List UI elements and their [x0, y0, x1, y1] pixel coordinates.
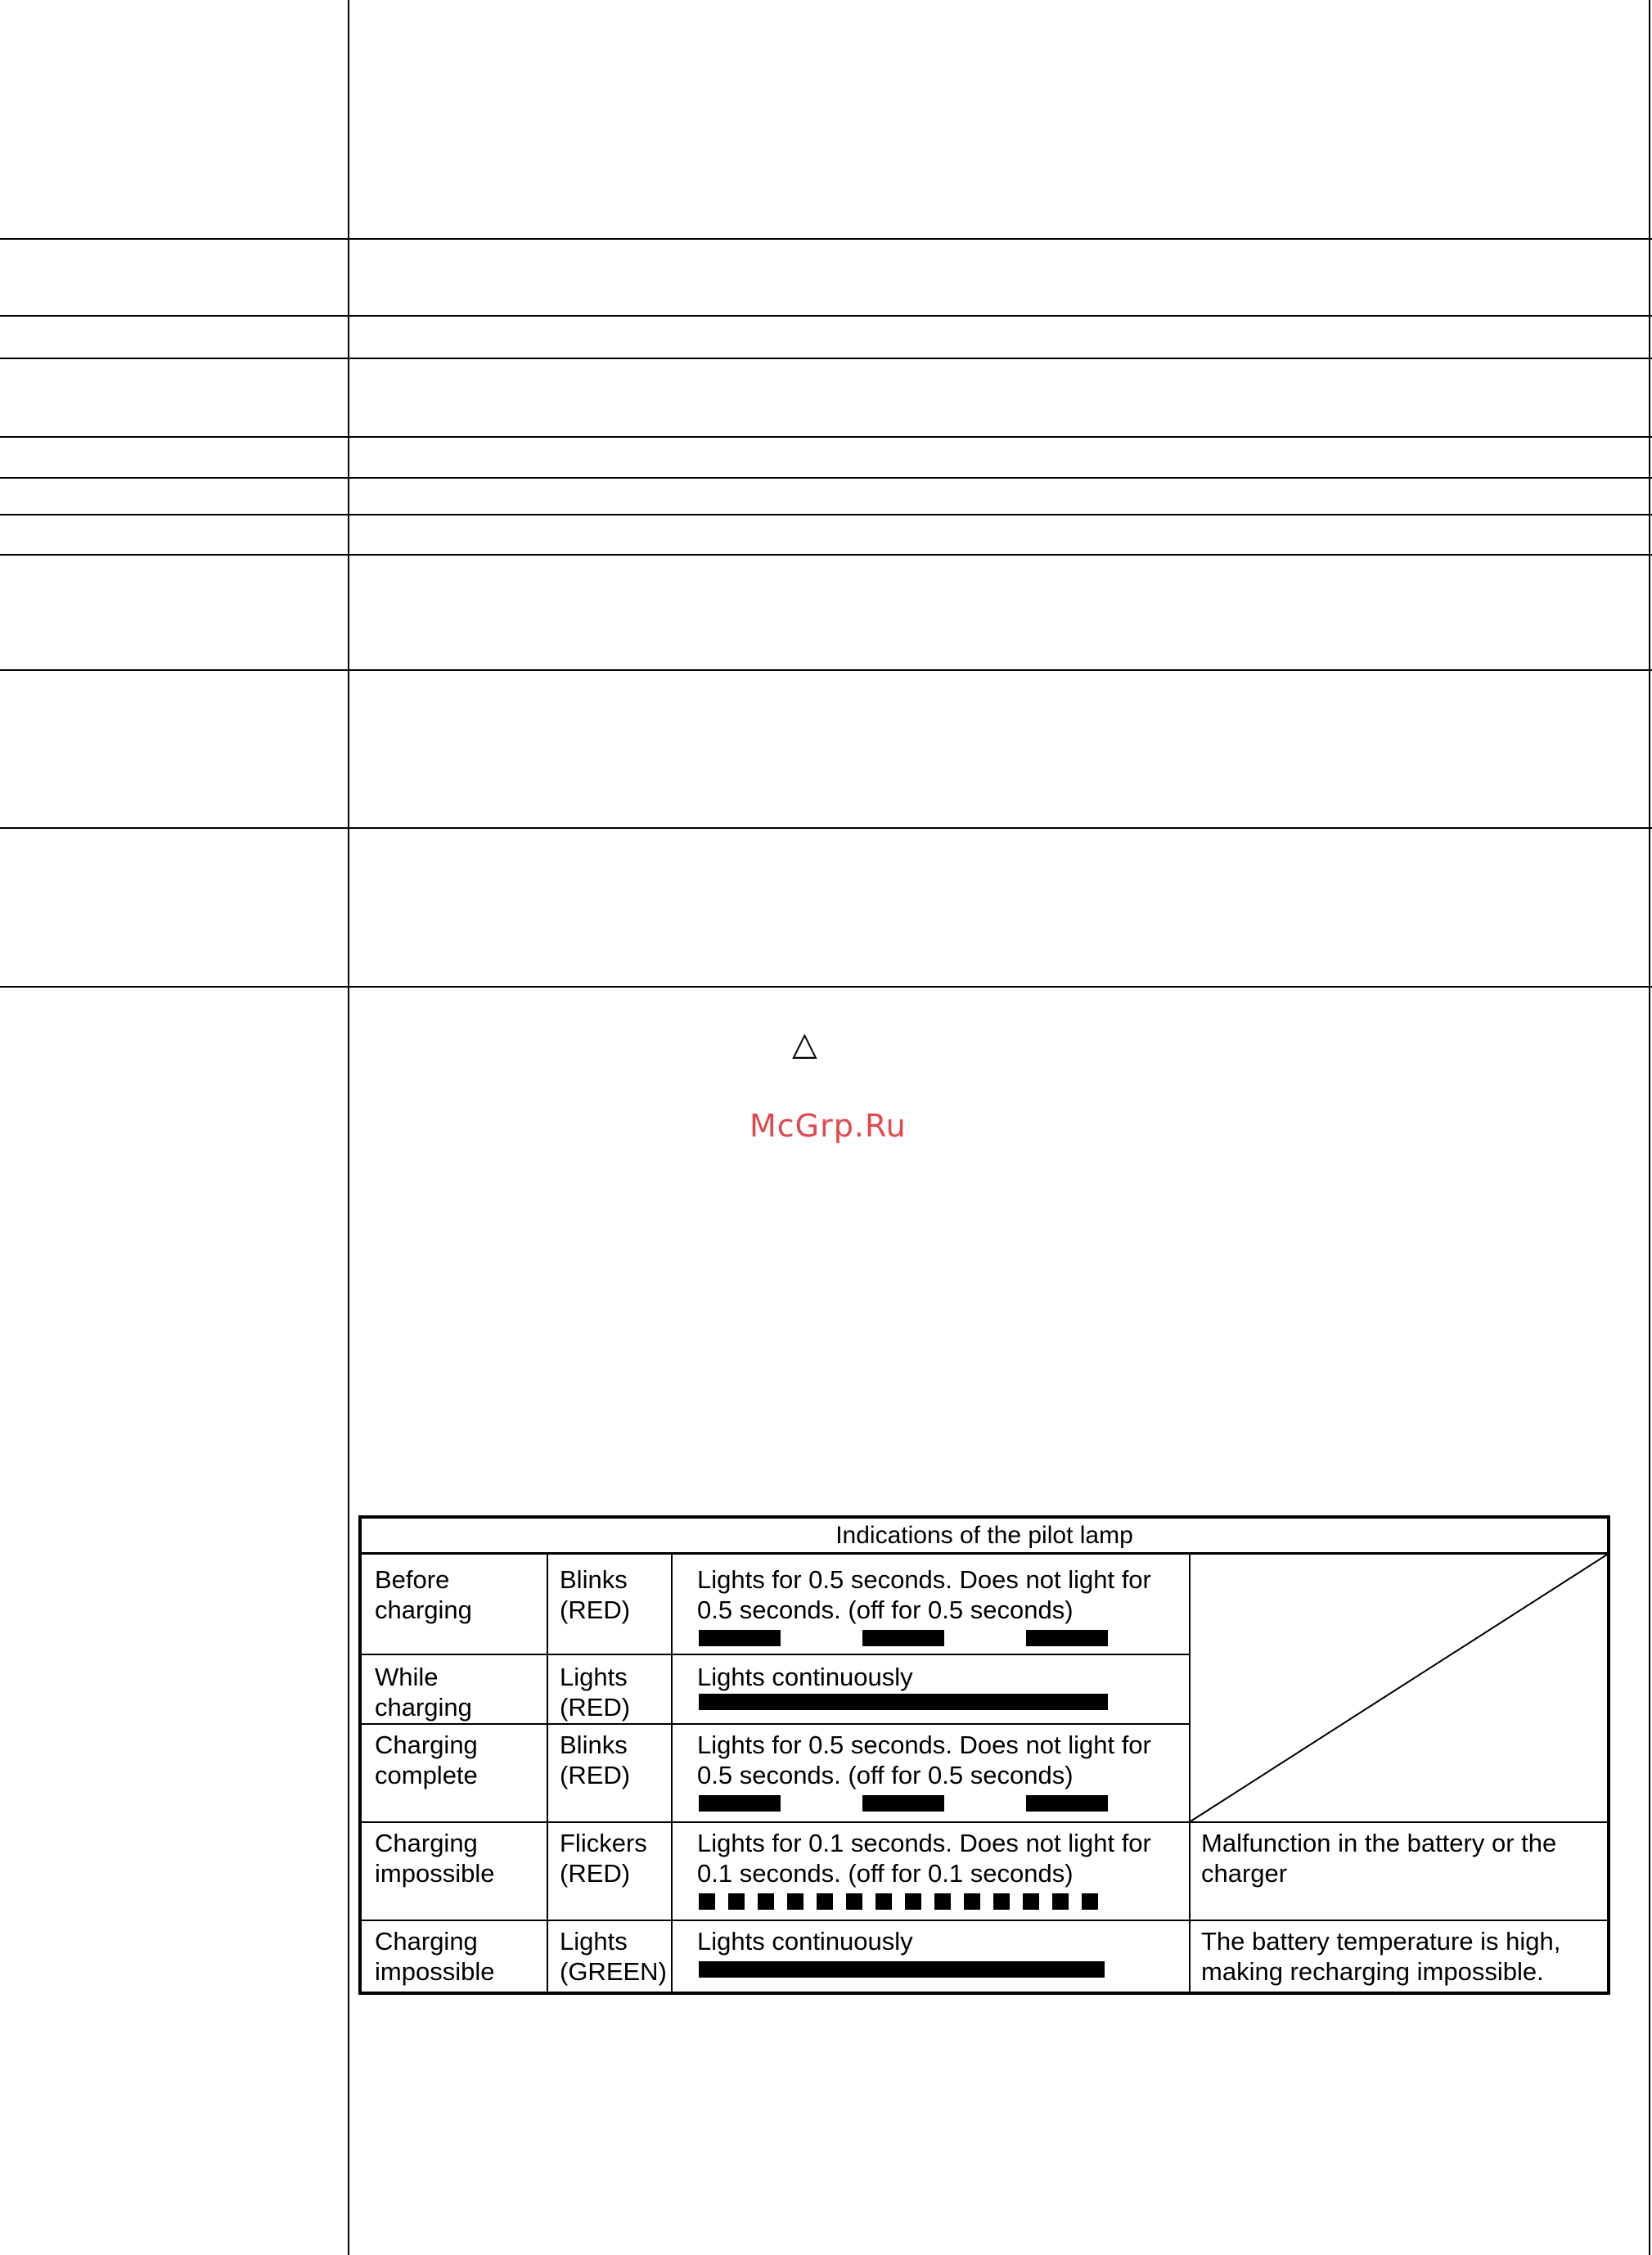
lamp-row-state: Charging impossible [375, 1829, 495, 1888]
flicker-pattern-on [964, 1893, 980, 1910]
flicker-pattern-on [905, 1893, 921, 1910]
flicker-pattern-on [758, 1893, 774, 1910]
flicker-pattern-on [846, 1893, 862, 1910]
lamp-row-remark: The battery temperature is high, making recharging impossible. [1201, 1927, 1561, 1986]
lamp-row-indication: Blinks (RED) [560, 1565, 631, 1624]
label-column-divider [348, 0, 349, 2255]
blink-pattern-on [1026, 1630, 1108, 1646]
lamp-row-indication: Blinks (RED) [560, 1731, 631, 1789]
row-divider [0, 669, 1652, 671]
row-divider [0, 358, 1652, 359]
flicker-pattern-on [1052, 1893, 1069, 1910]
lamp-row-state: While charging [375, 1663, 472, 1722]
row-divider [0, 514, 1652, 515]
flicker-pattern-on [728, 1893, 745, 1910]
flicker-pattern-on [876, 1893, 892, 1910]
flicker-pattern-on [817, 1893, 833, 1910]
lamp-row-description: Lights continuously [697, 1927, 913, 1956]
flicker-pattern-on [1023, 1893, 1039, 1910]
lamp-row-indication: Lights (RED) [560, 1663, 631, 1722]
pilot-lamp-table-title: Indications of the pilot lamp [362, 1519, 1607, 1555]
lamp-row-indication: Lights (GREEN) [560, 1927, 667, 1986]
blink-pattern-on [862, 1795, 944, 1812]
flicker-pattern-on [699, 1893, 715, 1910]
blink-pattern-on [699, 1630, 781, 1646]
row-divider [0, 986, 1652, 988]
lamp-row-state: Charging complete [375, 1731, 478, 1789]
lamp-row-remark: Malfunction in the battery or the charger [1201, 1829, 1557, 1888]
warning-triangle-symbol: △ [792, 1025, 817, 1063]
flicker-pattern-on [934, 1893, 951, 1910]
watermark: McGrp.Ru [749, 1108, 907, 1144]
lamp-row-indication: Flickers (RED) [560, 1829, 647, 1888]
row-divider [0, 477, 1652, 479]
row-divider [0, 238, 1652, 240]
lamp-row-description: Lights continuously [697, 1663, 913, 1691]
row-divider [362, 1920, 1607, 1921]
pilot-lamp-table [358, 1515, 1610, 1995]
flicker-pattern-on [787, 1893, 803, 1910]
right-border [1649, 0, 1650, 2255]
flicker-pattern-on [1082, 1893, 1098, 1910]
blink-pattern-on [1026, 1795, 1108, 1812]
solid-pattern-bar [699, 1694, 1108, 1710]
lamp-row-description: Lights for 0.5 seconds. Does not light for 0.5 seconds. (off for 0.5 seconds) [697, 1731, 1151, 1789]
blink-pattern-on [862, 1630, 944, 1646]
lamp-row-state: Before charging [375, 1565, 472, 1624]
solid-pattern-bar [699, 1961, 1105, 1978]
row-divider [0, 554, 1652, 556]
flicker-pattern-on [993, 1893, 1010, 1910]
row-divider [0, 315, 1652, 317]
row-divider [0, 827, 1652, 829]
lamp-row-description: Lights for 0.1 seconds. Does not light for 0.1 seconds. (off for 0.1 seconds) [697, 1829, 1151, 1888]
blink-pattern-on [699, 1795, 781, 1812]
lamp-row-description: Lights for 0.5 seconds. Does not light for 0.5 seconds. (off for 0.5 seconds) [697, 1565, 1151, 1624]
lamp-row-state: Charging impossible [375, 1927, 495, 1986]
row-divider [0, 436, 1652, 438]
